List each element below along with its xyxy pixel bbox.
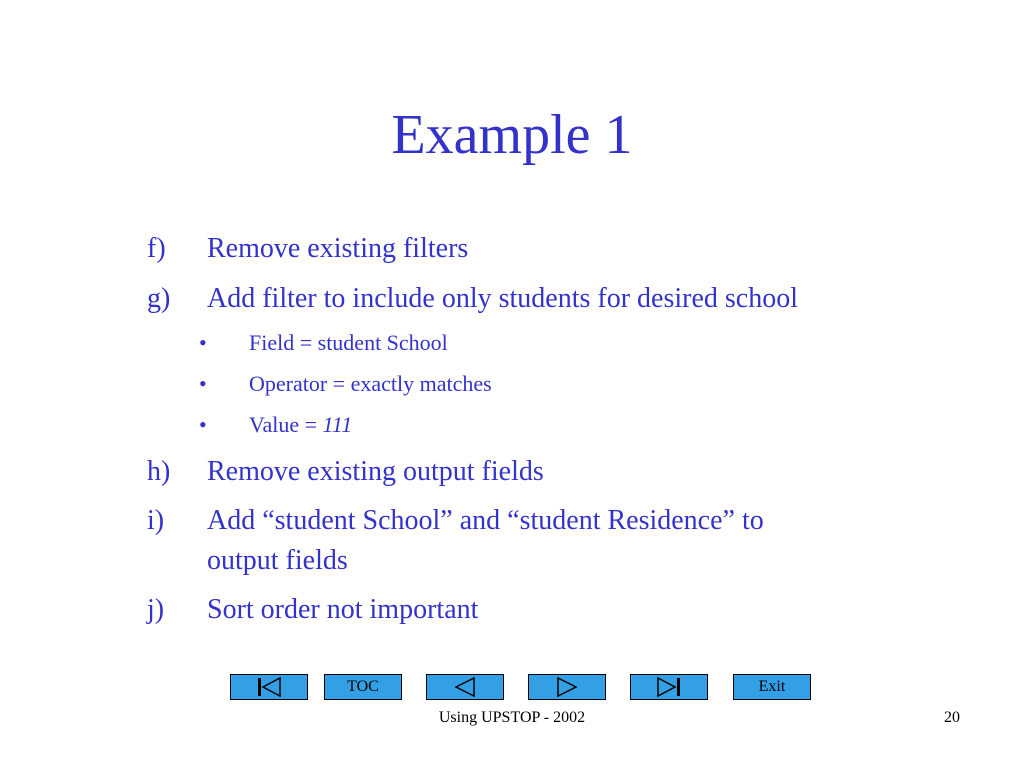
list-item-text: Remove existing output fields — [207, 456, 544, 487]
slide-title: Example 1 — [391, 104, 633, 166]
list-marker: h) — [147, 456, 171, 487]
list-marker: g) — [147, 283, 171, 314]
bullet-icon: • — [199, 412, 207, 437]
page-number: 20 — [944, 709, 960, 726]
next-slide-icon — [552, 677, 582, 697]
list-item-text-continued: output fields — [207, 545, 348, 576]
exit-button[interactable] — [733, 674, 811, 700]
list-item-text: Add “student School” and “student Residence” to — [207, 505, 764, 536]
footer-title: Using UPSTOP - 2002 — [438, 709, 586, 726]
sub-list-item-text: Field = student School — [249, 330, 448, 355]
value-number: 111 — [322, 412, 353, 437]
toc-button[interactable] — [324, 674, 402, 700]
list-item-text: Remove existing filters — [207, 233, 469, 264]
bullet-icon: • — [199, 330, 207, 355]
previous-slide-button[interactable] — [426, 674, 504, 700]
value-label: Value = — [249, 412, 323, 437]
first-slide-icon — [254, 677, 284, 697]
first-slide-button[interactable] — [230, 674, 308, 700]
next-slide-button[interactable] — [528, 674, 606, 700]
list-marker: i) — [147, 505, 165, 536]
last-slide-button[interactable] — [630, 674, 708, 700]
exit-label: Exit — [758, 678, 786, 695]
toc-label: TOC — [347, 678, 379, 695]
sub-list-item-text — [249, 410, 352, 440]
list-item-text: Sort order not important — [207, 594, 479, 625]
list-marker: f) — [147, 233, 166, 264]
list-marker: j) — [147, 594, 165, 625]
list-item-text: Add filter to include only students for desired school — [207, 283, 798, 314]
previous-slide-icon — [450, 677, 480, 697]
sub-list-item-text: Operator = exactly matches — [249, 371, 492, 396]
bullet-icon: • — [199, 371, 207, 396]
last-slide-icon — [654, 677, 684, 697]
